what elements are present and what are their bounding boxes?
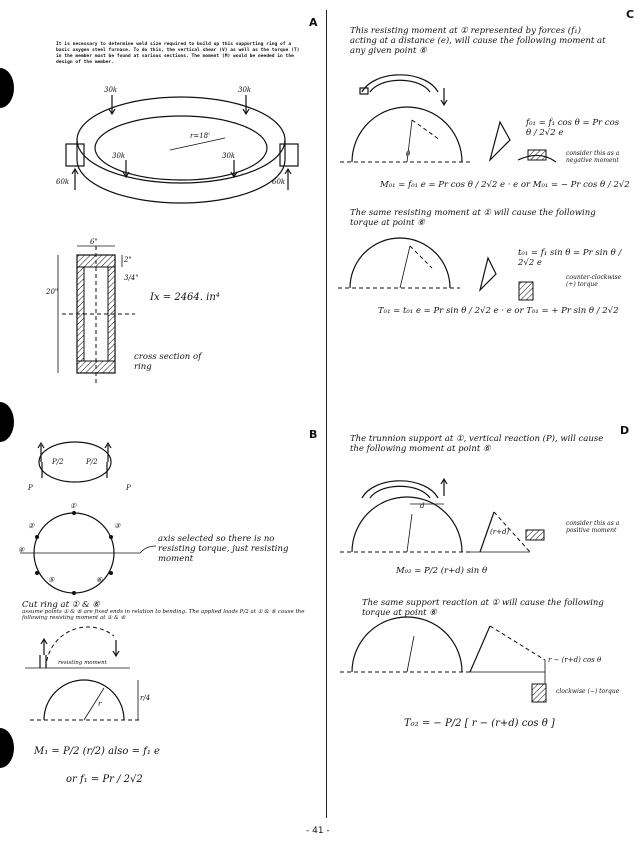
web-dim: 3/4" (124, 274, 139, 282)
same-moment-text: The same resisting moment at ① will cause the following torque at point ⑥ (350, 208, 596, 228)
equation-force-1: or f₁ = Pr / 2√2 (66, 774, 143, 785)
quadrant-label-d: D (620, 424, 630, 437)
fixed-ends-text: assume points ① & ⑥ are fixed ends in relation to bending. The applied loads P/2 at ① & ⑥ cause the following resisting moment at ① & ⑥ (22, 609, 305, 621)
cut-ring-text: Cut ring at ① & ⑥ (22, 600, 100, 610)
quadrant-label-b: B (309, 428, 318, 441)
d-label: d (420, 502, 425, 510)
load-top-left: 30k (104, 86, 118, 94)
equation-f01: f₀₁ = f₁ cos θ = Pr cos θ / 2√2 e (526, 118, 620, 138)
negative-moment-note: consider this as a negative moment (566, 150, 620, 164)
load-mid-left: 30k (112, 152, 126, 160)
load-p-half-left: P/2 (52, 458, 64, 466)
load-mid-right: 30k (222, 152, 236, 160)
page-number: - 41 - (306, 826, 330, 836)
same-reaction-text: The same support reaction at ① will cause the following torque at point ⑥ (362, 598, 604, 618)
resisting-moment-label: resisting moment (58, 660, 107, 666)
section-d-intro: The trunnion support at ①, vertical reaction (P), will cause the following moment at point ⑥ (350, 434, 604, 454)
load-p-right: P (126, 484, 131, 492)
radius-label: r (98, 700, 102, 708)
r-over-label: r/4 (140, 694, 151, 702)
equation-t01: t₀₁ = f₁ sin θ = Pr sin θ / 2√2 e (518, 248, 622, 268)
load-side-left: 60k (56, 178, 70, 186)
quadrant-label-c: C (626, 8, 635, 21)
load-side-right: 60k (272, 178, 286, 186)
counter-clockwise-note: counter-clockwise (+) torque (566, 274, 622, 288)
equation-moment-1: M₁ = P/2 (r/2) also = f₁ e (34, 746, 160, 757)
problem-statement: It is necessary to determine weld size required to build up this supporting ring of a basic oxygen steel furnace. To do this, the vertical shear (V) as well as the torque (T) in the member must be found at various sections. The moment (M) would be needed in the design of the member. (56, 42, 300, 65)
point-3: ③ (114, 522, 121, 530)
point-1: ① (70, 502, 77, 510)
point-2: ② (28, 522, 35, 530)
clockwise-note: clockwise (−) torque (556, 688, 620, 695)
positive-moment-note: consider this as a positive moment (566, 520, 620, 534)
theta-label-1: θ (406, 150, 411, 158)
point-4: ④ (18, 546, 25, 554)
load-p-half-right: P/2 (86, 458, 98, 466)
point-6: ⑥ (96, 576, 103, 584)
equation-m01: M₀₁ = f₀₁ e = Pr cos θ / 2√2 e · e or M₀₁ = − Pr cos θ / 2√2 (380, 180, 630, 190)
point-5: ⑤ (48, 576, 55, 584)
equation-torque-01: T₀₁ = t₀₁ e = Pr sin θ / 2√2 e · e or T₀₁ = + Pr sin θ / 2√2 (378, 306, 619, 316)
flange-dim: 2" (124, 256, 132, 264)
section-c-intro: This resisting moment at ① represented by forces (f₁) acting at a distance (e), will cause the following moment at any given point ⑥ (350, 26, 606, 56)
equation-torque-02: T₀₂ = − P/2 [ r − (r+d) cos θ ] (404, 718, 555, 729)
load-top-right: 30k (238, 86, 252, 94)
rd-label: (r+d) (490, 528, 510, 536)
ring-radius-label: r=18' (190, 132, 211, 140)
load-p-left: P (28, 484, 33, 492)
axis-note: axis selected so there is no resisting torque, just resisting moment (158, 534, 289, 564)
section-width-dim: 6" (90, 238, 98, 246)
section-height-dim: 20" (46, 288, 59, 296)
r-minus-label: r − (r+d) cos θ (548, 656, 602, 664)
moment-of-inertia: Ix = 2464. in⁴ (150, 292, 220, 303)
cross-section-caption: cross section of ring (134, 352, 202, 372)
equation-m02: M₀₂ = P/2 (r+d) sin θ (396, 566, 488, 576)
quadrant-label-a: A (309, 16, 318, 29)
